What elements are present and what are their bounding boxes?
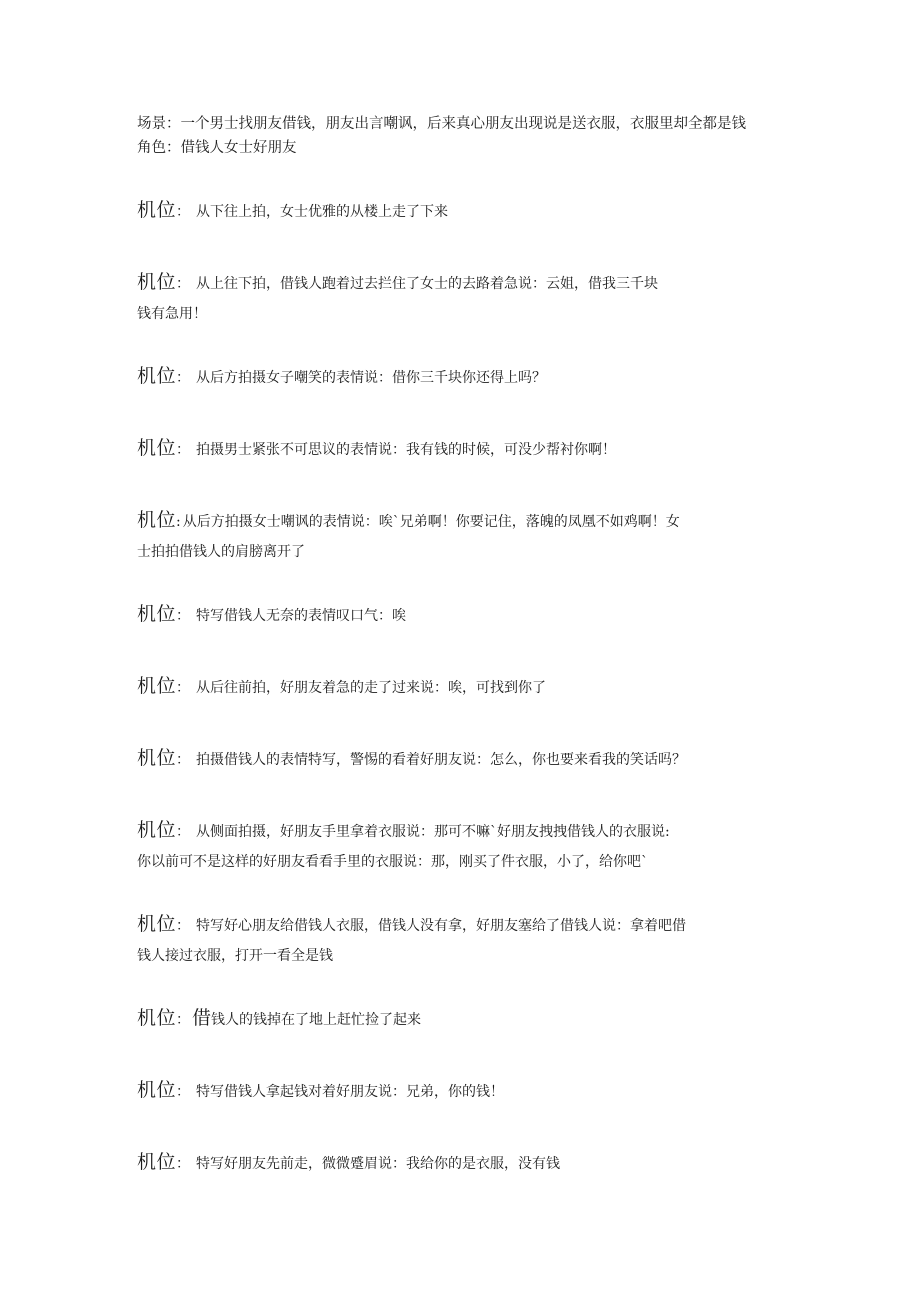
shot-colon: ：	[176, 442, 191, 458]
shot-colon: ：	[176, 276, 191, 292]
shot-first-char: 借	[192, 1007, 212, 1029]
shot-colon: ：	[176, 608, 191, 624]
shot-entry	[137, 670, 797, 702]
shot-line	[137, 504, 797, 536]
shot-colon: :	[176, 514, 181, 530]
scene-description: 场景：一个男士找朋友借钱，朋友出言嘲讽，后来真心朋友出现说是送衣服，衣服里却全都是钱	[137, 116, 746, 132]
shot-entry	[137, 814, 797, 878]
shot-label: 机位	[137, 365, 177, 387]
shot-entry	[137, 1002, 797, 1034]
shot-line	[137, 908, 797, 940]
shot-entry	[137, 504, 797, 568]
shot-entry	[137, 266, 797, 330]
shot-colon: ：	[176, 752, 191, 768]
shot-label: 机位	[137, 509, 177, 531]
shot-label: 机位	[137, 913, 177, 935]
shot-label: 机位	[137, 1151, 177, 1173]
shot-line-continued: 你以前可不是这样的好朋友看看手里的衣服说：那，刚买了件衣服，小了，给你吧`	[137, 854, 648, 870]
shot-text: 从下往上拍，女士优雅的从楼上走了下来	[196, 204, 449, 220]
shot-text: 从后方拍摄女子嘲笑的表情说：借你三千块你还得上吗？	[196, 370, 547, 386]
shot-text: 从侧面拍摄，好朋友手里拿着衣服说：那可不嘛`好朋友拽拽借钱人的衣服说:	[196, 824, 670, 840]
shot-line	[137, 1074, 797, 1106]
shot-label: 机位	[137, 603, 177, 625]
shot-text: 特写借钱人拿起钱对着好朋友说：兄弟，你的钱！	[196, 1084, 505, 1100]
shot-text: 特写借钱人无奈的表情叹口气：唉	[196, 608, 407, 624]
shot-entry	[137, 742, 797, 774]
shot-line	[137, 814, 797, 846]
shot-line	[137, 1002, 797, 1034]
shot-entry	[137, 360, 797, 392]
shot-label: 机位	[137, 271, 177, 293]
shot-line-continued: 钱人接过衣服，打开一看全是钱	[137, 948, 333, 964]
shot-line-continued: 钱有急用！	[137, 306, 207, 322]
shot-text: 从后方拍摄女士嘲讽的表情说：唉`兄弟啊！你要记住，落魄的凤凰不如鸡啊！女	[182, 514, 680, 530]
shot-entry	[137, 598, 797, 630]
shot-label: 机位	[137, 1007, 177, 1029]
shot-text: 拍摄借钱人的表情特写，警惕的看着好朋友说：怎么，你也要来看我的笑话吗？	[196, 752, 687, 768]
shot-line-continued: 士拍拍借钱人的肩膀离开了	[137, 544, 305, 560]
shot-text: 从上往下拍，借钱人跑着过去拦住了女士的去路着急说：云姐，借我三千块	[196, 276, 659, 292]
shot-colon: ：	[176, 370, 191, 386]
shot-label: 机位	[137, 1079, 177, 1101]
shot-entry	[137, 1146, 797, 1178]
shot-text: 特写好心朋友给借钱人衣服，借钱人没有拿，好朋友塞给了借钱人说：拿着吧借	[196, 918, 687, 934]
shot-line	[137, 432, 797, 464]
shot-colon: ：	[176, 1012, 191, 1028]
shot-text: 钱人的钱掉在了地上赶忙捡了起来	[211, 1012, 422, 1028]
shot-line	[137, 742, 797, 774]
shot-label: 机位	[137, 819, 177, 841]
shot-line	[137, 194, 797, 226]
role-list: 角色：借钱人女士好朋友	[137, 140, 297, 156]
shot-line	[137, 598, 797, 630]
shot-colon: ：	[176, 1156, 191, 1172]
shot-label: 机位	[137, 437, 177, 459]
shot-colon: ：	[176, 918, 191, 934]
script-header	[137, 112, 817, 160]
shot-line	[137, 266, 797, 298]
shot-colon: ：	[176, 824, 191, 840]
shot-colon: ：	[176, 1084, 191, 1100]
shot-colon: ：	[176, 680, 191, 696]
shot-colon: ：	[176, 204, 191, 220]
shot-entry	[137, 1074, 797, 1106]
shot-entry	[137, 194, 797, 226]
shot-label: 机位	[137, 675, 177, 697]
shot-text: 拍摄男士紧张不可思议的表情说：我有钱的时候，可没少帮衬你啊！	[196, 442, 617, 458]
shot-line	[137, 670, 797, 702]
shot-line	[137, 1146, 797, 1178]
shot-label: 机位	[137, 747, 177, 769]
shot-text: 从后往前拍，好朋友着急的走了过来说：唉，可找到你了	[196, 680, 547, 696]
shot-label: 机位	[137, 199, 177, 221]
shot-entry	[137, 908, 797, 972]
shot-entry	[137, 432, 797, 464]
shot-line	[137, 360, 797, 392]
shot-text: 特写好朋友先前走，微微蹙眉说：我给你的是衣服，没有钱	[196, 1156, 561, 1172]
